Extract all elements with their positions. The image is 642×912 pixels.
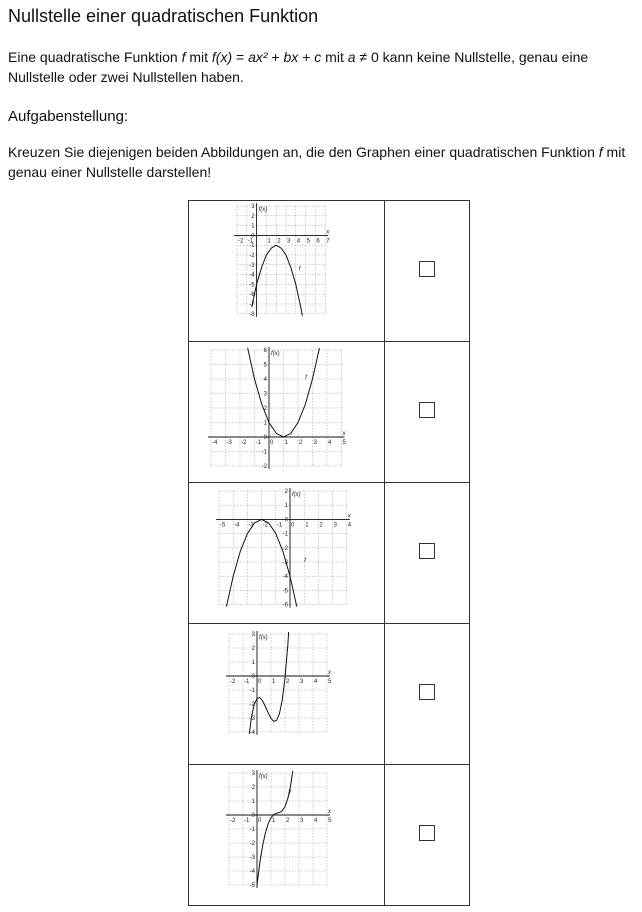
y-axis-label: f(x) [258, 207, 268, 213]
y-tick-label: 1 [251, 223, 255, 230]
checkbox-cell[interactable] [385, 765, 470, 906]
x-tick-label: 2 [286, 679, 290, 685]
x-tick-label: 3 [300, 679, 304, 685]
y-axis-label: f(x) [292, 492, 301, 498]
answer-table [188, 200, 470, 906]
y-tick-label: 0 [251, 674, 255, 680]
x-tick-label: -4 [212, 440, 218, 446]
graph-2 [189, 342, 384, 482]
y-tick-label: 4 [263, 377, 267, 383]
x-tick-label: -2 [230, 679, 236, 685]
y-axis-label: f(x) [259, 774, 268, 780]
y-tick-label: 2 [263, 406, 267, 412]
y-tick-label: 0 [251, 813, 255, 819]
answer-row [189, 765, 470, 906]
y-tick-label: 0 [251, 233, 255, 240]
checkbox-5[interactable] [419, 825, 435, 841]
y-tick-label: 3 [251, 204, 255, 210]
y-tick-label: -6 [282, 602, 288, 609]
x-tick-label: 4 [314, 818, 318, 824]
x-tick-label: 1 [272, 679, 276, 685]
intro-fx: f(x) [211, 49, 233, 65]
x-tick-label: 5 [342, 440, 346, 446]
checkbox-cell[interactable] [385, 483, 470, 624]
y-tick-label: -1 [249, 688, 255, 694]
intro-text: + [267, 49, 284, 65]
x-tick-label: 2 [319, 522, 323, 529]
task-text: mit genau einer Nullstelle darstellen! [8, 144, 626, 180]
y-tick-label: 1 [251, 799, 255, 805]
x-axis-label: x [328, 809, 331, 815]
task-paragraph [8, 142, 636, 182]
checkbox-cell[interactable] [385, 342, 470, 483]
y-axis-label: f(x) [259, 635, 268, 641]
checkbox-4[interactable] [419, 684, 435, 700]
y-tick-label: -1 [249, 827, 255, 833]
x-tick-label: 6 [316, 238, 320, 245]
x-tick-label: -1 [255, 440, 261, 446]
intro-text: ≠ 0 kann keine Nullstelle, genau eine Nullstelle oder zwei Nullstellen haben. [8, 49, 589, 85]
y-tick-label: 2 [251, 785, 255, 791]
y-tick-label: -4 [249, 730, 255, 736]
x-tick-label: 1 [272, 818, 276, 824]
y-tick-label: -3 [249, 716, 255, 722]
y-tick-label: -2 [261, 464, 267, 470]
y-tick-label: -3 [249, 855, 255, 861]
answer-row [189, 624, 470, 765]
x-tick-label: -3 [226, 440, 232, 446]
function-curve [252, 245, 306, 333]
function-curve [226, 519, 325, 623]
x-tick-label: -1 [244, 818, 250, 824]
graph-cell [189, 201, 385, 342]
y-tick-label: -1 [261, 449, 267, 456]
y-tick-label: 2 [251, 213, 255, 220]
y-tick-label: 2 [251, 646, 255, 652]
x-tick-label: 4 [314, 679, 318, 685]
y-tick-label: 1 [251, 660, 255, 666]
x-tick-label: -3 [248, 522, 254, 529]
x-tick-label: 0 [258, 818, 262, 824]
y-tick-label: -2 [249, 253, 255, 259]
graph-cell [189, 624, 385, 765]
series-label: f [298, 266, 301, 273]
graph-4 [189, 624, 384, 764]
y-tick-label: 6 [263, 348, 267, 354]
y-tick-label: 0 [263, 435, 267, 441]
series-label: f [305, 375, 307, 381]
x-tick-label: -4 [234, 522, 240, 529]
intro-text: Eine quadratische Funktion [8, 49, 182, 65]
y-tick-label: 1 [284, 503, 288, 510]
x-tick-label: 0 [258, 679, 262, 685]
task-f: f [598, 144, 603, 160]
y-tick-label: -6 [249, 292, 255, 299]
series-label: f [289, 790, 291, 796]
function-curve [257, 765, 299, 885]
y-tick-label: -2 [249, 702, 255, 708]
y-tick-label: -7 [249, 302, 255, 308]
y-tick-label: -2 [249, 841, 255, 847]
series-label: f [304, 558, 306, 564]
x-tick-label: 1 [305, 522, 309, 529]
y-tick-label: -4 [249, 869, 255, 875]
x-tick-label: 2 [277, 238, 281, 245]
y-tick-label: -1 [282, 531, 288, 538]
x-tick-label: 1 [284, 440, 288, 446]
intro-text: + [298, 49, 315, 65]
graph-3 [189, 483, 384, 623]
x-tick-label: 7 [326, 238, 330, 245]
x-tick-label: -2 [241, 440, 247, 446]
x-tick-label: 5 [306, 238, 310, 245]
graph-5 [189, 765, 384, 905]
y-tick-label: -8 [249, 311, 255, 318]
x-tick-label: -2 [230, 818, 236, 824]
x-tick-label: 4 [328, 440, 332, 446]
y-tick-label: 5 [263, 362, 267, 369]
x-tick-label: 0 [270, 440, 274, 446]
y-tick-label: 3 [251, 632, 255, 638]
y-tick-label: -3 [249, 262, 255, 269]
intro-text: mit [185, 49, 212, 65]
x-axis-label: x [328, 670, 331, 676]
graph-cell [189, 483, 385, 624]
intro-text: mit [321, 49, 348, 65]
y-tick-label: -2 [282, 545, 288, 552]
checkbox-1[interactable] [419, 261, 435, 277]
intro-bx: bx [283, 49, 299, 65]
x-tick-label: -1 [244, 679, 250, 685]
x-tick-label: 4 [296, 238, 301, 245]
x-tick-label: 4 [347, 522, 352, 529]
x-tick-label: 5 [328, 679, 332, 685]
x-tick-label: -5 [220, 522, 226, 529]
x-tick-label: 1 [267, 238, 271, 245]
y-axis-label: f(x) [271, 351, 280, 357]
intro-c: c [314, 49, 322, 65]
task-heading: Aufgabenstellung: [8, 108, 129, 125]
x-tick-label: -1 [247, 238, 254, 245]
y-tick-label: -1 [249, 243, 255, 250]
x-tick-label: 5 [328, 818, 332, 824]
x-tick-label: -2 [238, 238, 244, 245]
y-tick-label: -3 [282, 560, 288, 566]
y-tick-label: -5 [249, 883, 255, 889]
x-tick-label: 2 [299, 440, 303, 446]
x-tick-label: -2 [262, 522, 268, 529]
x-tick-label: 3 [300, 818, 304, 824]
checkbox-2[interactable] [419, 402, 435, 418]
x-tick-label: 3 [313, 440, 317, 446]
checkbox-3[interactable] [419, 543, 435, 559]
answer-row [189, 342, 470, 483]
x-tick-label: -1 [276, 522, 283, 529]
grid [211, 350, 342, 466]
intro-a: a [347, 49, 356, 65]
intro-paragraph [8, 47, 636, 87]
y-tick-label: 1 [263, 420, 267, 427]
page-title: Nullstelle einer quadratischen Funktion [8, 6, 319, 26]
y-tick-label: 3 [251, 771, 255, 777]
x-tick-label: 3 [333, 522, 337, 529]
x-tick-label: 0 [291, 522, 295, 529]
intro-f: f [181, 49, 186, 65]
x-tick-label: 3 [287, 238, 291, 245]
graph-cell [189, 342, 385, 483]
y-tick-label: 2 [284, 489, 288, 495]
answer-row [189, 201, 470, 342]
intro-text: = [232, 49, 249, 65]
graph-cell [189, 765, 385, 906]
y-tick-label: -4 [282, 574, 288, 581]
answer-row [189, 483, 470, 624]
checkbox-cell[interactable] [385, 201, 470, 342]
x-axis-label: x [326, 229, 330, 236]
intro-ax2: ax² [248, 49, 268, 65]
x-axis-label: x [342, 431, 346, 437]
grid [229, 773, 327, 885]
y-tick-label: 0 [284, 517, 288, 524]
graph-1 [189, 201, 384, 341]
y-tick-label: 3 [263, 391, 267, 398]
checkbox-cell[interactable] [385, 624, 470, 765]
series-label: f [286, 646, 289, 653]
x-axis-label: x [347, 513, 351, 520]
y-tick-label: -5 [282, 588, 288, 595]
x-tick-label: 2 [286, 818, 290, 824]
y-tick-label: -5 [249, 282, 255, 289]
task-text: Kreuzen Sie diejenigen beiden Abbildungen an, die den Graphen einer quadratischen Funktion [8, 144, 599, 160]
y-tick-label: -4 [249, 272, 255, 279]
